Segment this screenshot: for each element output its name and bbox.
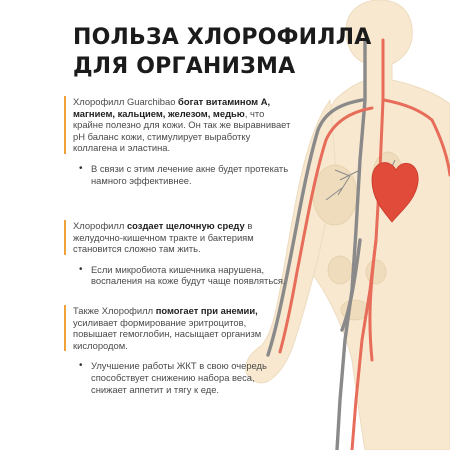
benefit-intro <box>64 220 291 255</box>
intro-text: Хлорофилл Guarchibao <box>73 96 179 107</box>
bullet-dot-icon: • <box>79 360 83 372</box>
benefit-block-3 <box>73 305 291 395</box>
benefit-block-2 <box>73 220 291 287</box>
intro-highlight: создает щелочную среду <box>126 220 245 231</box>
intro-text-cont: усиливает формирование эритроцитов, повышает гемоглобин, насыщает организм кислородом. <box>73 316 262 351</box>
benefit-bullet <box>73 360 291 395</box>
intro-text-cont: , что крайне полезно для кожи. Он так же выравнивает рН баланс кожи, стимулирует выработку коллагена и эластина. <box>73 107 291 154</box>
benefit-intro <box>64 305 291 351</box>
intro-text: Хлорофилл <box>73 220 127 231</box>
bullet-text: Улучшение работы ЖКТ в свою очередь способствует снижению набора веса, снижает аппетит и тягу к еде. <box>91 360 267 395</box>
bullet-text: В связи с этим лечение акне будет протекать намного эффективнее. <box>91 162 289 186</box>
benefit-intro <box>64 96 291 154</box>
bullet-dot-icon: • <box>79 263 83 275</box>
title-line-1: ПОЛЬЗА ХЛОРОФИЛЛА <box>73 25 372 50</box>
intro-text-cont: в желудочно-кишечном тракте и бактериям становится сложно там жить. <box>73 220 254 255</box>
benefit-bullet <box>73 264 291 287</box>
intro-text: Также Хлорофилл <box>73 305 156 316</box>
title-line-2: ДЛЯ ОРГАНИЗМА <box>73 54 296 79</box>
bullet-text: Если микробиота кишечника нарушена, воспаления на коже будут чаще появляться. <box>91 263 286 287</box>
benefit-bullet <box>73 163 291 186</box>
benefit-block-1 <box>73 96 291 186</box>
intro-highlight: богат витамином А, магнием, кальцием, железом, медью <box>73 96 271 119</box>
intro-highlight: помогает при анемии, <box>155 305 258 316</box>
bullet-dot-icon: • <box>79 162 83 174</box>
page-title <box>73 23 371 81</box>
